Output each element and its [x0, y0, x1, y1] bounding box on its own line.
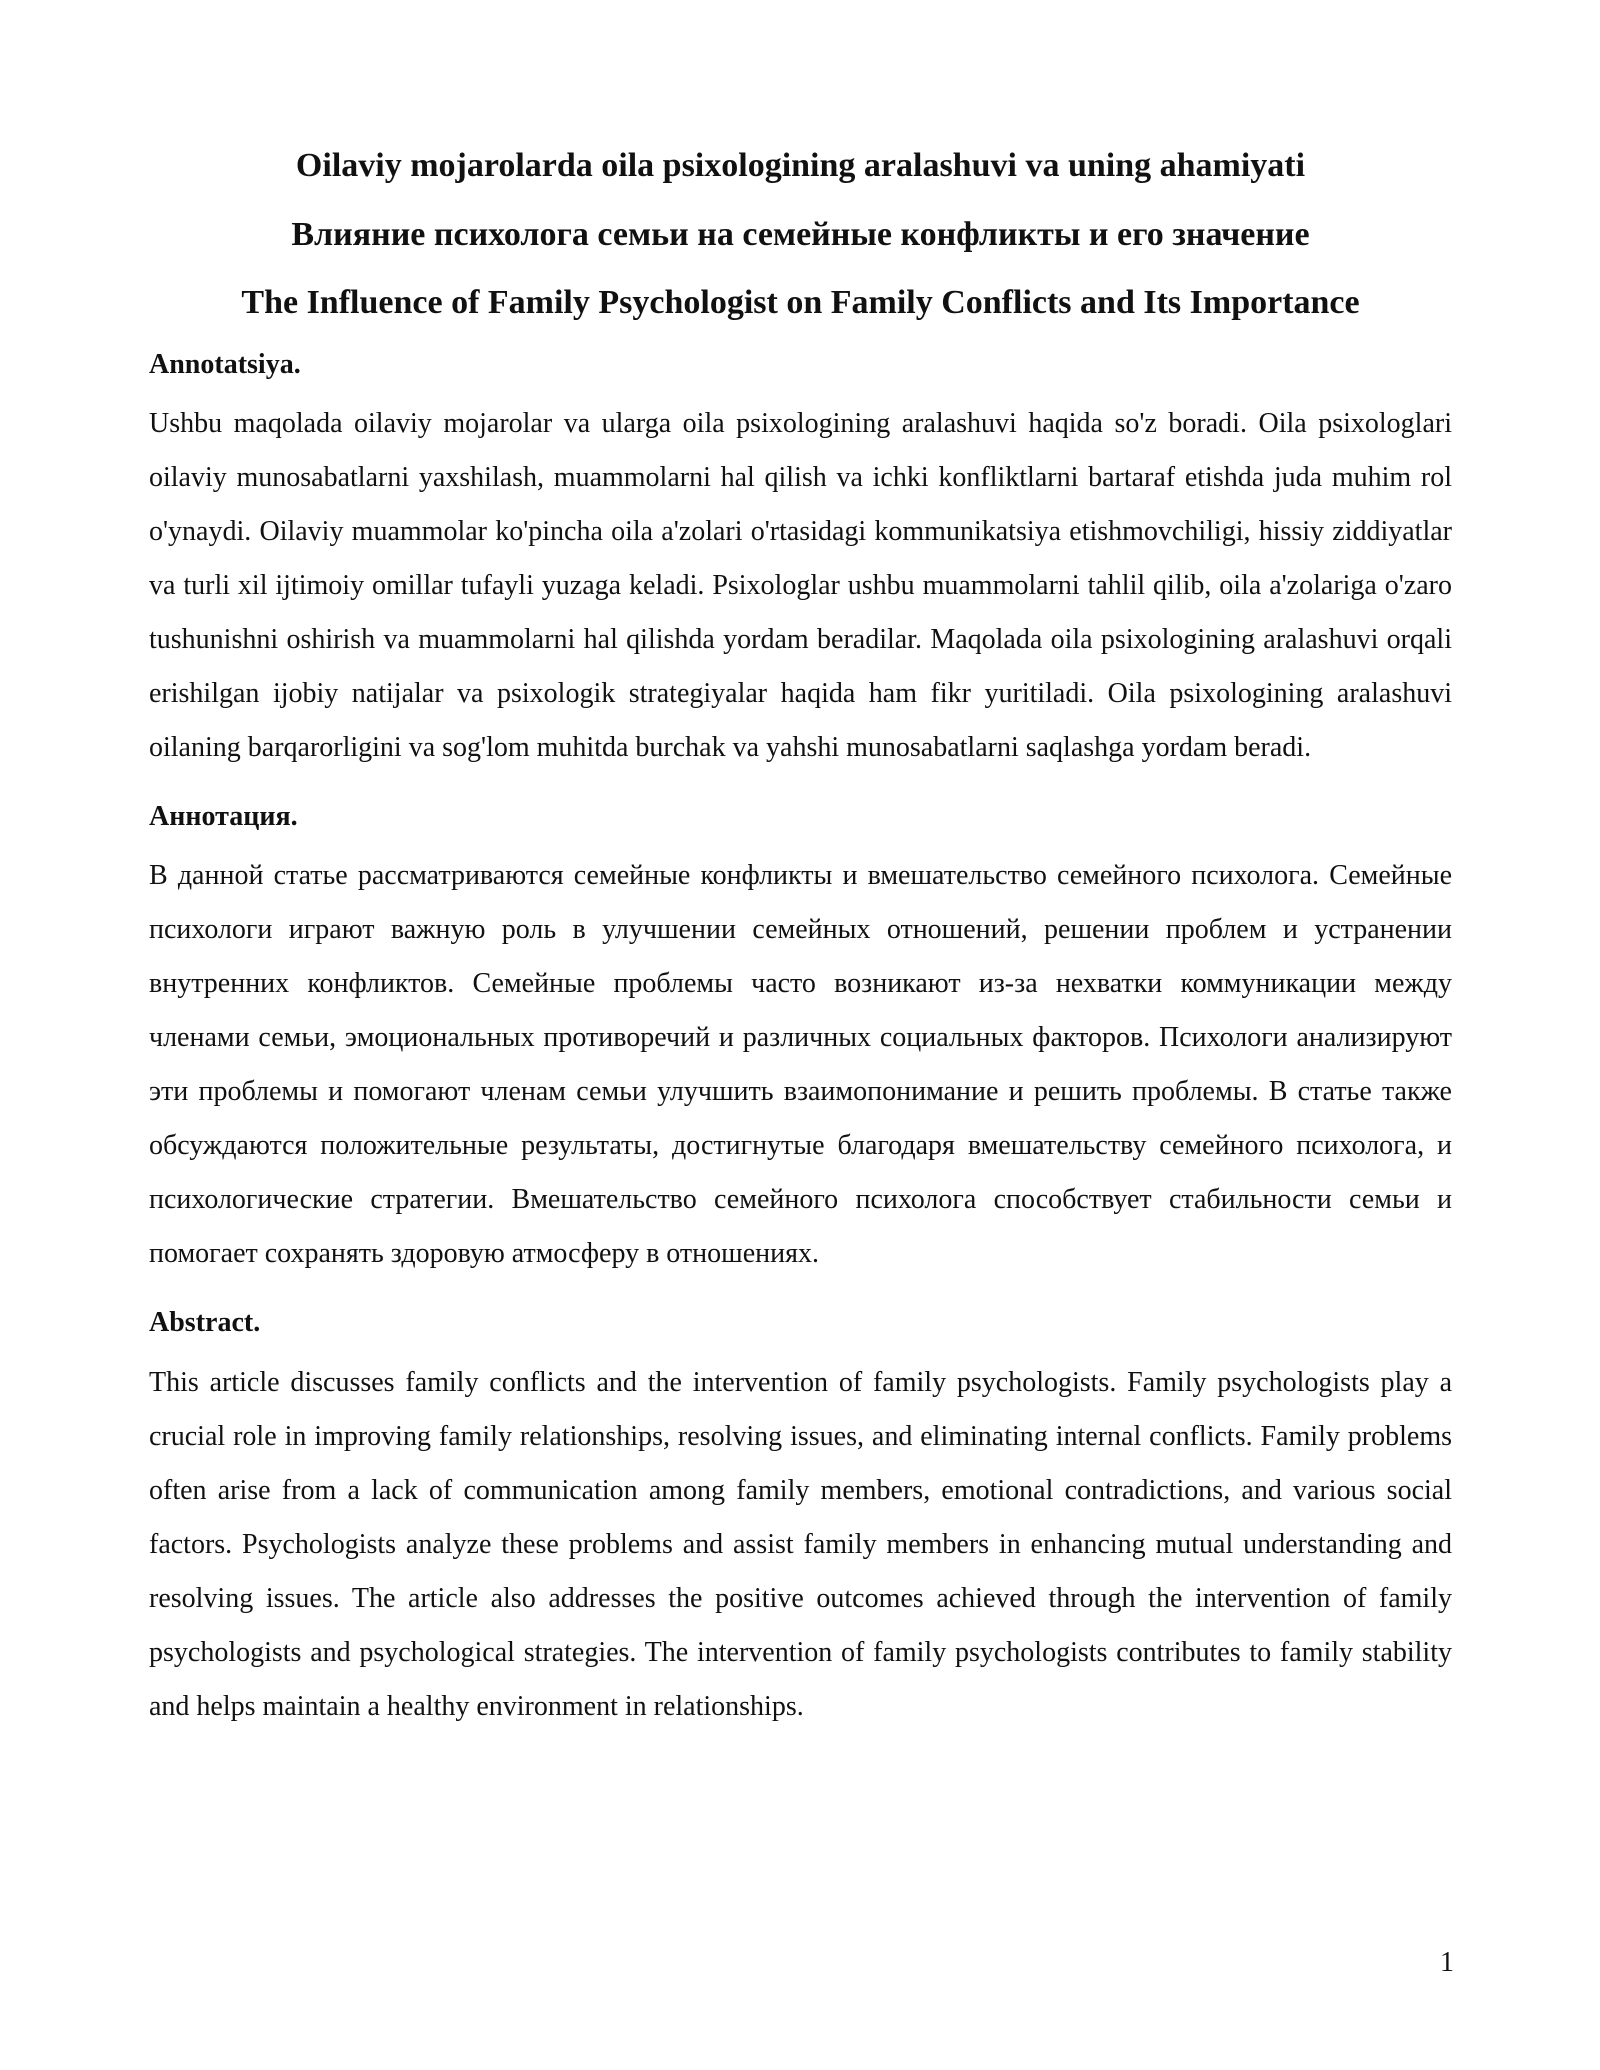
- annotation-uz-text: Ushbu maqolada oilaviy mojarolar va ularga oila psixologining aralashuvi haqida so'z boradi. Oila psixologlari oilaviy munosabatlarni yaxshilash, muammolarni hal qilish va ichki konfliktlarni bartaraf etishda juda muhim rol o'ynaydi. Oilaviy muammolar ko'pincha oila a'zolari o'rtasidagi kommunikatsiya etishmovchiligi, hissiy ziddiyatlar va turli xil ijtimoiy omillar tufayli yuzaga keladi. Psixologlar ushbu muammolarni tahlil qilib, oila a'zolariga o'zaro tushunishni oshirish va muammolarni hal qilishda yordam beradilar. Maqolada oila psixologining aralashuvi orqali erishilgan ijobiy natijalar va psixologik strategiyalar haqida ham fikr yuritiladi. Oila psixologining aralashuvi oilaning barqarorligini va sog'lom muhitda burchak va yahshi munosabatlarni saqlashga yordam beradi.: [149, 407, 1452, 763]
- title-uzbek: Oilaviy mojarolarda oila psixologining aralashuvi va uning ahamiyati: [295, 147, 1306, 184]
- annotation-uz-heading: Annotatsiya.: [149, 348, 301, 380]
- annotation-ru-text: В данной статье рассматриваются семейные конфликты и вмешательство семейного психолога. Семейные психологи играют важную роль в улучшении семейных отношений, решении проблем и устранении внутренних конфликтов. Семейные проблемы часто возникают из-за нехватки коммуникации между членами семьи, эмоциональных противоречий и различных социальных факторов. Психологи анализируют эти проблемы и помогают членам семьи улучшить взаимопонимание и решить проблемы. В статье также обсуждаются положительные результаты, достигнутые благодаря вмешательству семейного психолога, и психологические стратегии. Вмешательство семейного психолога способствует стабильности семьи и помогает сохранять здоровую атмосферу в отношениях.: [149, 860, 1452, 1270]
- annotation-ru-heading: Аннотация.: [149, 800, 298, 832]
- abstract-heading: Abstract.: [149, 1307, 261, 1339]
- page-number: 1: [1440, 1947, 1454, 1978]
- document-page: [149, 145, 1452, 1734]
- title-russian: Влияние психолога семьи на семейные конфликты и его значение: [291, 215, 1310, 253]
- abstract-text: This article discusses family conflicts and the intervention of family psychologists. Family psychologists play a crucial role in improving family relationships, resolving issues, and eliminating internal conflicts. Family problems often arise from a lack of communication among family members, emotional contradictions, and various social factors. Psychologists analyze these problems and assist family members in enhancing mutual understanding and resolving issues. The article also addresses the positive outcomes achieved through the intervention of family psychologists and psychological strategies. The intervention of family psychologists contributes to family stability and helps maintain a healthy environment in relationships.: [149, 1366, 1452, 1722]
- title-english: The Influence of Family Psychologist on Family Conflicts and Its Importance: [241, 284, 1360, 321]
